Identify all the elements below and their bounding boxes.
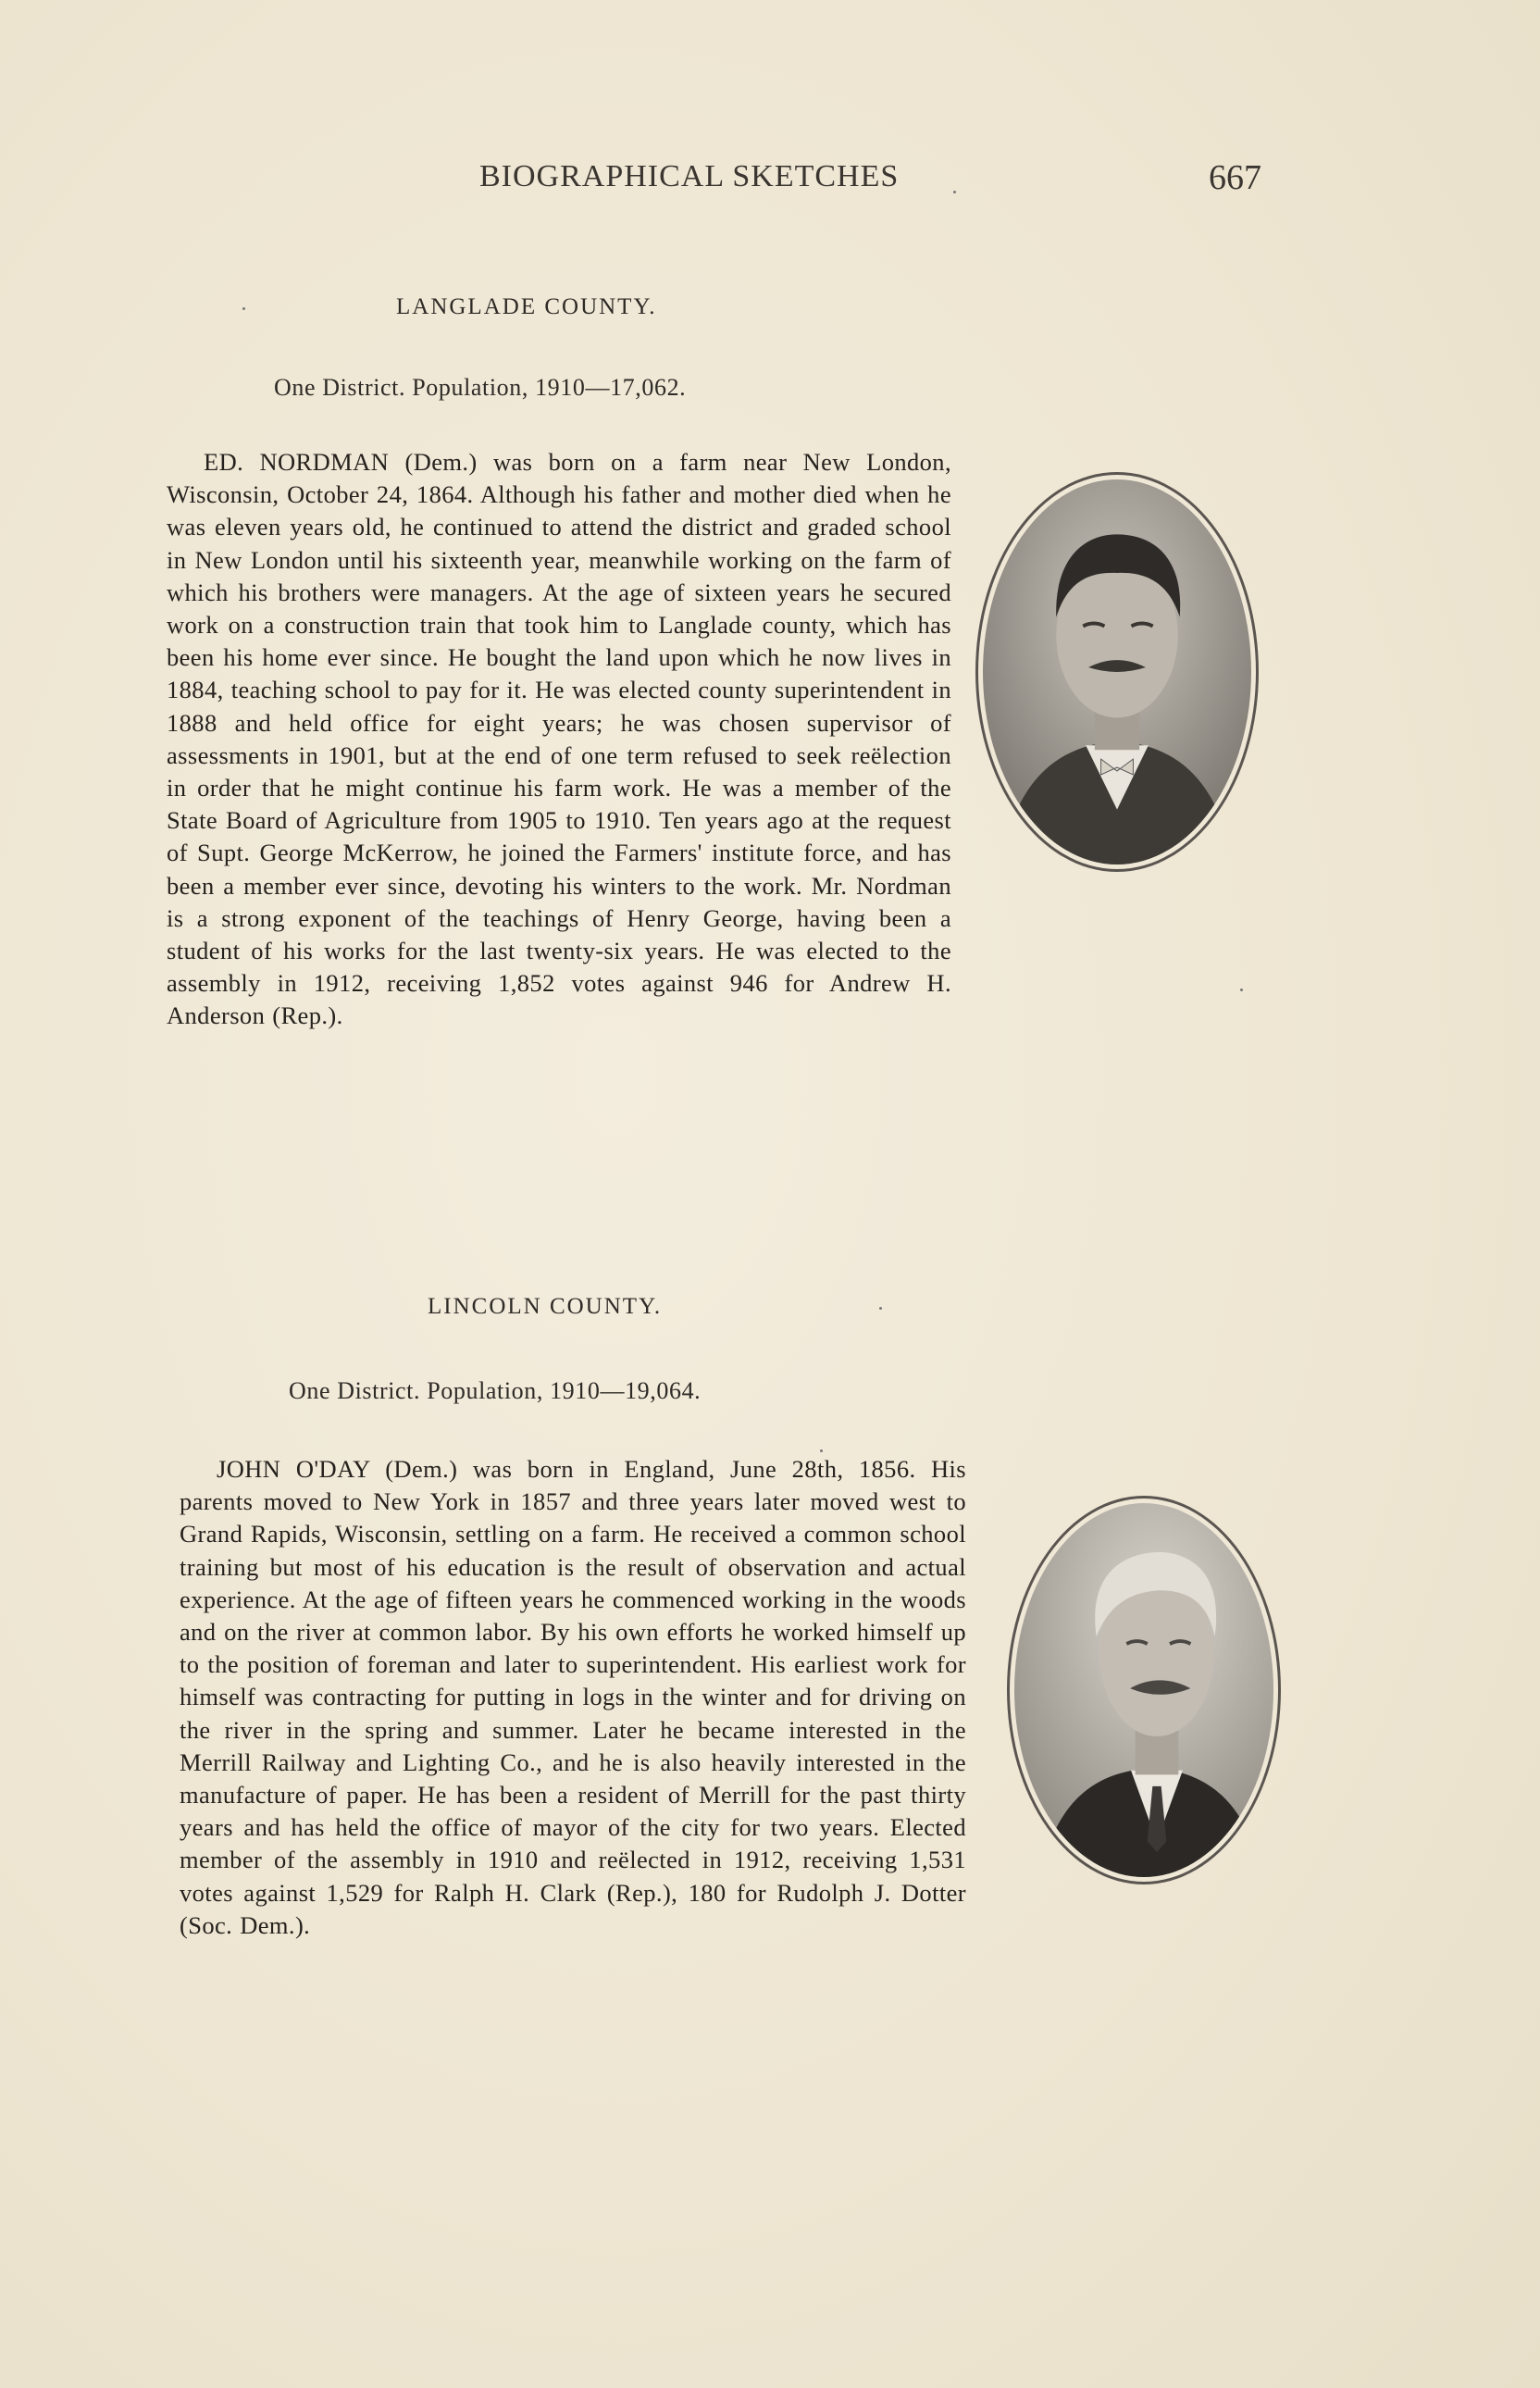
portrait-john-oday-icon: [1014, 1503, 1273, 1877]
print-speck: [953, 191, 956, 193]
portrait-john-oday: [1007, 1496, 1281, 1884]
section-subheading-lincoln: One District. Population, 1910—19,064.: [289, 1377, 702, 1404]
section-heading-langlade: LANGLADE COUNTY.: [396, 294, 657, 319]
print-speck: [820, 1449, 823, 1452]
section-heading-lincoln: LINCOLN COUNTY.: [428, 1294, 663, 1319]
portrait-ed-nordman: [975, 472, 1259, 872]
bio-john-oday: JOHN O'DAY (Dem.) was born in England, June 28th, 1856. His parents moved to New York in 1857 and three years later moved west to Grand Rapids, Wisconsin, settling on a farm. He received a common school training but most of his education is the result of observation and actual experience. At the age of fifteen years he commenced working in the woods and on the river at common labor. By his own efforts he worked himself up to the position of foreman and later to superintendent. His earliest work for himself was contracting for putting in logs in the winter and for driving on the river in the spring and summer. Later he became interested in the Merrill Railway and Lighting Co., and he is also heavily interested in the manufacture of paper. He has been a resident of Merrill for the past thirty years and has held the office of mayor of the city for two years. Elected member of the assembly in 1910 and reëlected in 1912, receiving 1,531 votes against 1,529 for Ralph H. Clark (Rep.), 180 for Rudolph J. Dotter (Soc. Dem.).: [180, 1455, 966, 1939]
running-head: [0, 159, 1540, 205]
page-number: 667: [1209, 158, 1261, 197]
print-speck: [242, 307, 245, 310]
print-speck: [879, 1307, 882, 1310]
portrait-ed-nordman-icon: [983, 479, 1251, 864]
print-speck: [1240, 989, 1243, 991]
running-title: BIOGRAPHICAL SKETCHES: [479, 159, 900, 193]
section-subheading-langlade: One District. Population, 1910—17,062.: [274, 374, 687, 401]
bio-ed-nordman: ED. NORDMAN (Dem.) was born on a farm near New London, Wisconsin, October 24, 1864. Although his father and mother died when he was eleven years old, he continued to attend the district and graded school in New London until his sixteenth year, meanwhile working on the farm of which his brothers were managers. At the age of sixteen years he secured work on a construction train that took him to Langlade county, which has been his home ever since. He bought the land upon which he now lives in 1884, teaching school to pay for it. He was elected county superintendent in 1888 and held office for eight years; he was chosen supervisor of assessments in 1901, but at the end of one term refused to seek reëlection in order that he might continue his farm work. He was a member of the State Board of Agriculture from 1905 to 1910. Ten years ago at the request of Supt. George McKerrow, he joined the Farmers' institute force, and has been a member ever since, devoting his winters to the work. Mr. Nordman is a strong exponent of the teachings of Henry George, having been a student of his works for the last twenty-six years. He was elected to the assembly in 1912, receiving 1,852 votes against 946 for Andrew H. Anderson (Rep.).: [167, 448, 951, 1030]
